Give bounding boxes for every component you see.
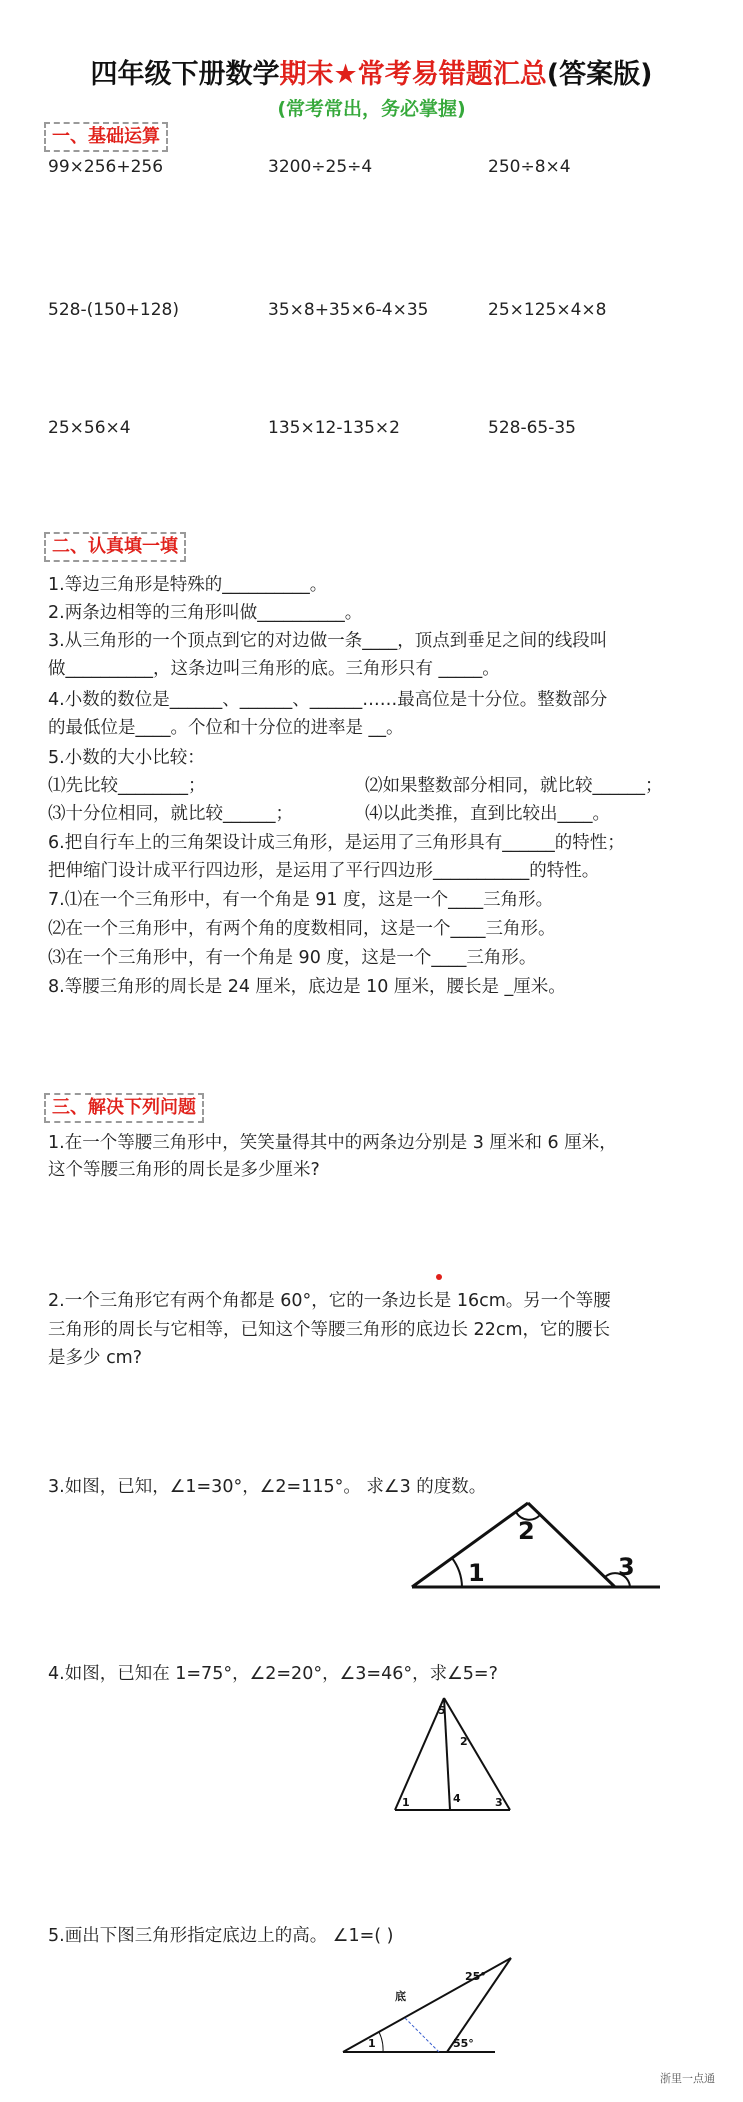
fig4-label-1: 1 xyxy=(402,1796,410,1809)
red-dot xyxy=(436,1274,442,1280)
calc-item: 25×56×4 xyxy=(48,418,131,438)
calc-item: 3200÷25÷4 xyxy=(268,157,373,177)
calc-item: 25×125×4×8 xyxy=(488,300,607,320)
fill-line: 5.小数的大小比较： xyxy=(48,748,205,768)
fig5-height-guide xyxy=(405,2018,439,2052)
title-part-3: (答案版) xyxy=(546,59,653,90)
question-4: 4.如图，已知在 1=75°，∠2=20°，∠3=46°，求∠5=? xyxy=(48,1664,498,1684)
question-2-line-2: 三角形的周长与它相等，已知这个等腰三角形的底边长 22cm，它的腰长 xyxy=(48,1320,610,1340)
fig4-label-3: 3 xyxy=(495,1796,503,1809)
section2-label: 二、认真填一填 xyxy=(44,532,186,562)
fig5-label-base: 底 xyxy=(395,1990,406,2003)
question-3: 3.如图，已知，∠1=30°，∠2=115°。 求∠3 的度数。 xyxy=(48,1477,487,1497)
fill-line: ⑶在一个三角形中，有一个角是 90 度，这是一个____三角形。 xyxy=(48,948,537,968)
question-1-line-2: 这个等腰三角形的周长是多少厘米? xyxy=(48,1160,320,1180)
fill-line: ⑷以此类推，直到比较出____。 xyxy=(365,804,610,824)
calc-item: 528-(150+128) xyxy=(48,300,179,320)
footer-watermark: 浙里一点通 xyxy=(660,2072,715,2085)
fill-line: ⑵在一个三角形中，有两个角的度数相同，这是一个____三角形。 xyxy=(48,919,556,939)
calc-item: 35×8+35×6-4×35 xyxy=(268,300,429,320)
question-5: 5.画出下图三角形指定底边上的高。 ∠1=( ) xyxy=(48,1926,394,1946)
fill-line: 把伸缩门设计成平行四边形，是运用了平行四边形___________的特性。 xyxy=(48,861,600,881)
figure-5 xyxy=(335,1950,520,2060)
title-part-2: 期末★常考易错题汇总 xyxy=(279,59,547,90)
fill-line: 8.等腰三角形的周长是 24 厘米，底边是 10 厘米，腰长是 _厘米。 xyxy=(48,977,566,997)
fig3-right-side xyxy=(528,1503,615,1587)
fill-line: 4.小数的数位是______、______、______……最高位是十分位。整数部分 xyxy=(48,690,608,710)
fig5-label-55: 55° xyxy=(453,2037,474,2050)
section1-label: 一、基础运算 xyxy=(44,122,168,152)
fill-line: 6.把自行车上的三角架设计成三角形，是运用了三角形具有______的特性； xyxy=(48,833,625,853)
question-2-line-1: 2.一个三角形它有两个角都是 60°，它的一条边长是 16cm。另一个等腰 xyxy=(48,1291,611,1311)
fig5-label-1: 1 xyxy=(368,2037,376,2050)
fill-line: 3.从三角形的一个顶点到它的对边做一条____，顶点到垂足之间的线段叫 xyxy=(48,631,608,651)
title-part-1: 四年级下册数学 xyxy=(90,59,280,90)
question-2-line-3: 是多少 cm? xyxy=(48,1348,143,1368)
question-1-line-1: 1.在一个等腰三角形中，笑笑量得其中的两条边分别是 3 厘米和 6 厘米， xyxy=(48,1133,617,1153)
fig3-label-2: 2 xyxy=(518,1517,535,1545)
fig3-angle-1-arc xyxy=(452,1558,462,1587)
fill-line: 1.等边三角形是特殊的__________。 xyxy=(48,575,328,595)
calc-item: 528-65-35 xyxy=(488,418,576,438)
page-subtitle: (常考常出，务必掌握) xyxy=(277,98,466,120)
section3-label: 三、解决下列问题 xyxy=(44,1093,204,1123)
fig4-left-side xyxy=(395,1698,444,1810)
figure-3 xyxy=(400,1495,670,1595)
fig3-label-1: 1 xyxy=(468,1559,485,1587)
fill-line: ⑶十分位相同，就比较______； xyxy=(48,804,293,824)
fill-line: ⑵如果整数部分相同，就比较______； xyxy=(365,776,663,796)
fig5-angle-1-arc xyxy=(379,2032,383,2052)
fig5-label-25: 25° xyxy=(465,1970,486,1983)
fill-line: 的最低位是____。个位和十分位的进率是 __。 xyxy=(48,718,404,738)
calc-item: 250÷8×4 xyxy=(488,157,571,177)
fig4-label-2: 2 xyxy=(460,1735,468,1748)
figure-4 xyxy=(380,1690,520,1820)
calc-item: 99×256+256 xyxy=(48,157,164,177)
fill-line: 做__________，这条边叫三角形的底。三角形只有 _____。 xyxy=(48,659,500,679)
fill-line: ⑴先比较________； xyxy=(48,776,206,796)
fig4-label-5: 5 xyxy=(438,1704,446,1717)
calc-item: 135×12-135×2 xyxy=(268,418,400,438)
fill-line: 7.⑴在一个三角形中，有一个角是 91 度，这是一个____三角形。 xyxy=(48,890,554,910)
page-title xyxy=(0,52,743,91)
fig4-label-4: 4 xyxy=(453,1792,461,1805)
fig3-label-3: 3 xyxy=(618,1553,635,1581)
fill-line: 2.两条边相等的三角形叫做__________。 xyxy=(48,603,363,623)
